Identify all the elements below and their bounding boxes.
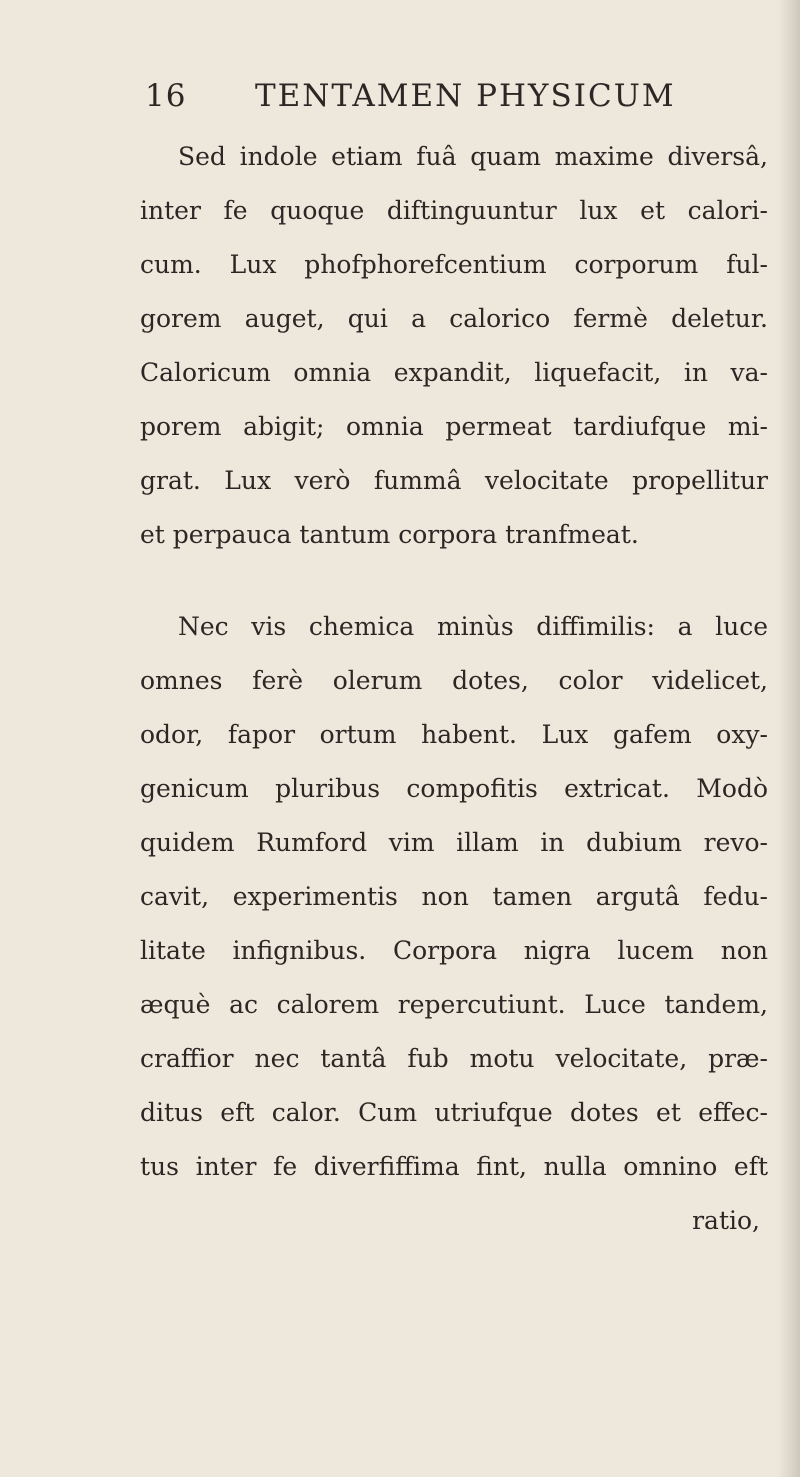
page-edge-shadow: [778, 0, 800, 1477]
text-line: quidem Rumford vim illam in dubium revo-: [140, 828, 768, 857]
body-text: [140, 130, 768, 1248]
text-line: inter fe quoque diftinguuntur lux et calori-: [140, 196, 768, 225]
text-line: tus inter fe diverfiffima fint, nulla omnino eft: [140, 1152, 768, 1181]
text-line: litate infignibus. Corpora nigra lucem non: [140, 936, 768, 965]
page-number: 16: [145, 78, 187, 114]
paragraph-2: [140, 600, 768, 1194]
paragraph-gap: [140, 562, 768, 600]
text-line: omnes ferè olerum dotes, color videlicet,: [140, 666, 768, 695]
text-line: gorem auget, qui a calorico fermè deletur.: [140, 304, 768, 333]
paragraph-1: [140, 130, 768, 562]
text-line: ditus eft calor. Cum utriufque dotes et effec-: [140, 1098, 768, 1127]
catchword: ratio,: [692, 1206, 760, 1235]
text-line: et perpauca tantum corpora tranfmeat.: [140, 520, 639, 549]
text-line: odor, fapor ortum habent. Lux gafem oxy-: [140, 720, 768, 749]
text-line: genicum pluribus compofitis extricat. Modò: [140, 774, 768, 803]
text-line: Caloricum omnia expandit, liquefacit, in va-: [140, 358, 768, 387]
page-header: [145, 76, 755, 126]
running-title: TENTAMEN PHYSICUM: [255, 78, 676, 114]
text-line: Sed indole etiam fuâ quam maxime diversâ,: [178, 142, 768, 171]
text-line: grat. Lux verò fummâ velocitate propellitur: [140, 466, 768, 495]
text-line: cum. Lux phofphorefcentium corporum ful-: [140, 250, 768, 279]
text-line: æquè ac calorem repercutiunt. Luce tandem,: [140, 990, 768, 1019]
text-line: porem abigit; omnia permeat tardiufque mi-: [140, 412, 768, 441]
text-line: cavit, experimentis non tamen argutâ fedu-: [140, 882, 768, 911]
text-line: craffior nec tantâ fub motu velocitate, præ-: [140, 1044, 768, 1073]
text-line: Nec vis chemica minùs diffimilis: a luce: [178, 612, 768, 641]
